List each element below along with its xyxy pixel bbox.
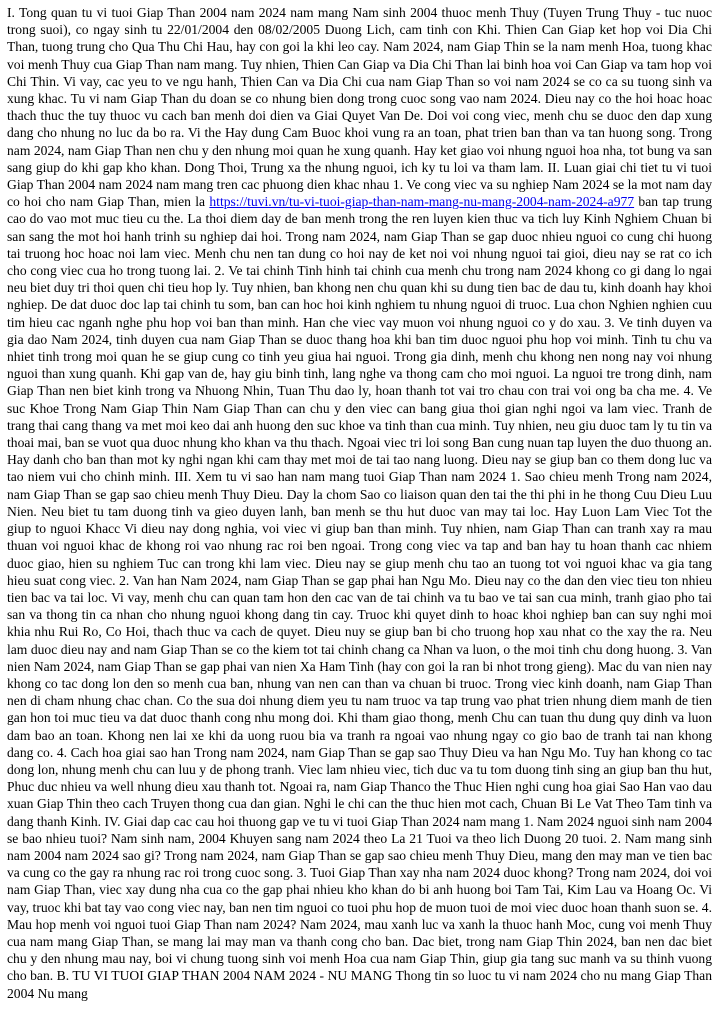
article-text-part-2: ban tap trung cao do vao mot muc tieu cu the. La thoi diem day de ban menh trong the ren luyen kien thuc va tich luy Kinh Nghiem Chuan bi san sang the mot hoi hanh trinh su nghiep dai hoi. Trong nam 2024, nam Giap Than se gap duoc nhieu nguoi co cung chi huong tai truong hoc hoac noi lam viec. Menh chu nen tan dung co hoi nay de ket noi voi nhung nguoi tai gioi, dieu nay se rat co ich cho cong viec cua ho trong tuong lai. 2. Ve tai chinh Tinh hinh tai chinh cua menh chu trong nam 2024 khong co gi dang lo ngai neu biet duy tri thoi quen chi tieu hop ly. Tuy nhien, ban khong nen chu quan khi su dung tien bac de dau tu, kinh doanh hay khoi nghiep. De dat duoc doc lap tai chinh tu som, ban can hoc hoi kinh nghiem tu nhung nguoi di truoc. Lua chon Nghien nghien cuu tim hieu cac nganh nghe phu hop voi ban than minh. Han che viec vay muon voi nhung nguoi co y do xau. 3. Ve tinh duyen va gia dao Nam 2024, tinh duyen cua nam Giap Than se duoc thang hoa khi ban tim duoc nguoi phu hop voi minh. Tinh tu chu va nhiet tinh trong moi quan he se giup cung co tinh yeu giua hai nguoi. Trong gia dinh, menh chu khong nen nong nay voi nhung nguoi than xung quanh. Khi gap van de, hay giu binh tinh, lang nghe va thong cam cho moi nguoi. La nguoi tre trong dinh, nam Giap Than nen biet kinh trong va Nhuong Nhin, Tuan Thu dao ly, hoan thanh tot vai tro chau con trai voi ong ba cha me. 4. Ve suc Khoe Trong Nam Giap Thin Nam Giap Than can chu y den viec can bang giua thoi gian nghi ngoi va lam viec. Tranh de trang thai cang thang va met moi keo dai anh huong den suc khoe va tinh than cua minh. Tuy nhien, neu giu duoc tam ly tu tin va thoai mai, ban se vuot qua duoc nhung kho khan va thu thach. Ngoai viec tri loi song Ban cung nuan tap luyen the duo thuong an. Hay danh cho ban than mot ky nghi ngan khi cam thay met moi de tai tao nang luong. Dieu nay se giup ban co them dong luc va tao niem vui cho chinh minh. III. Xem tu vi sao han nam mang tuoi Giap Than nam 2024 1. Sao chieu menh Trong nam 2024, nam Giap Than se gap sao chieu menh Thuy Dieu. Day la chom Sao co liaison quan den tai the thi phi in he thong Cuu Dieu Luu Nien. Neu biet tu tam duong tinh va gieo duyen lanh, ban menh se thu hut duoc van may tai loc. Hay Luon Lam Viec Tot the giup to nguoi Khacc Vi dieu nay dong nghia, voi viec vi giup ban than minh. Tuy nhien, nam Giap Than can tranh xay ra mau thuan voi nguoi khac de khong roi vao nhung rac roi ben ngoai. Trong cong viec va tap and ban hay tu hoan thanh cac nhiem duoc giao, hien su nghiem Tuc can trong khi lam viec. Dieu nay se giup menh chu tao an tuong tot voi nguoi khac va gia tang hieu suat cong viec. 2. Van han Nam 2024, nam Giap Than se gap phai han Ngu Mo. Dieu nay co the dan den viec tieu ton nhieu tien bac va tai loc. Vi vay, menh chu can quan tam hon den cac van de tai chinh va tu bao ve tai san cua minh, tranh giao pho tai san va thong tin ca nhan cho nhung nguoi khong dang tin cay. Truoc khi quyet dinh to hoac khoi nghiep ban can suy nghi moi khia nhu Rui Ro, Co Hoi, thach thuc va cach de quyet. Dieu nuy se giup ban bi cho truong hop xau nhat co the xay the ra. Neu lam duoc dieu nay and nam Giap Than se co the kiem tot tai chinh chang ca Nhan va luon, o the moi tinh chu dong huong. 3. Van nien Nam 2024, nam Giap Than se gap phai van nien Xa Ham Tinh (hay con goi la ran bi nhot trong gieng). Mac du van nien nay khong co tac dong lon den so menh cua ban, nhung van nen can than va chuan bi truoc. Trong viec kinh doanh, nam Giap Than nen di cham nhung chac chan. Co the sua doi nhung diem yeu tu nam truoc va tap trung vao phat trien nhung diem manh de tien gan hon toi muc tieu va dat duoc thanh cong nhu mong doi. Khi tham giao thong, menh Chu can tuan thu dung quy dinh va luon dam bao an toan. Khong nen lai xe khi da uong ruou bia va tranh ra ngoai vao nhung ngay co gio bao de tranh tai nan khong dang co. 4. Cach hoa giai sao han Trong nam 2024, nam Giap Than se gap sao Thuy Dieu va han Ngu Mo. Tuy han khong co tac dong lon, nhung menh chu can luu y de phong tranh. Viec lam nhieu viec, tich duc va tu tom duong tinh sing an giup ban thu hut, Phuc duc nhieu va well nhung dieu xau thanh tot. Ngoai ra, nam Giap Thanco the Thuc Hien nghi cung hoa giai Sao Han vao dau xuan Giap Thin theo cach Truyen thong cua dan gian. Nghi le chi can the thuc hien mot cach, Chuan Bi Le Vat Theo Tam tinh va dang thanh Kinh. IV. Giai dap cac cau hoi thuong gap ve tu vi tuoi Giap Than 2024 nam mang 1. Nam 2024 nguoi sinh nam 2004 se bao nhieu tuoi? Nam sinh nam, 2004 Khuyen sang nam 2024 theo La 21 Tuoi va theo lich Duong 20 tuoi. 2. Nam mang sinh nam 2004 nam 2024 sao gi? Trong nam 2024, nam Giap Than se gap sao chieu menh Thuy Dieu, mang den may man ve tien bac va cung co the gay ra nhung rac roi trong cuoc song. 3. Tuoi Giap Than xay nha nam 2024 duoc khong? Trong nam 2024, doi voi nam Giap Than, viec xay dung nha cua co the gap phai nhieu kho khan do bi anh huong boi Tam Tai, Kim Lau va Hoang Oc. Vi vay, truoc khi bat tay vao cong viec nay, ban nen tim nguoi co tuoi phu hop de muon tuoi de moi viec duoc hoan thanh suon se. 4. Mau hop menh voi nguoi tuoi Giap Than nam 2024? Nam 2024, mau xanh luc va xanh la thuoc hanh Moc, cung voi menh Thuy cua nam mang Giap Than, se mang lai may man va thanh cong cho ban. Dac biet, trong nam Giap Thin 2024, ban nen dac biet chu y den nhung mau nay, boi vi chung tuong sinh voi menh Hoa cua nam Giap Thin, giup gia tang suc manh va su thinh vuong cho ban. B. TU VI TUOI GIAP THAN 2004 NAM 2024 - NU MANG Thong tin so luoc tu vi nam 2024 cho nu mang Giap Than 2004 Nu mang <box>7 194 713 1001</box>
tuvi-article-link[interactable]: https://tuvi.vn/tu-vi-tuoi-giap-than-nam-mang-nu-mang-2004-nam-2024-a977 <box>209 194 635 210</box>
article-text-part-1: I. Tong quan tu vi tuoi Giap Than 2004 nam 2024 nam mang Nam sinh 2004 thuoc menh Thuy (Tuyen Trung Thuy - tuc nuoc trong suoi), co ngay sinh tu 22/01/2004 den 08/02/2005 Duong Lich, cam tinh con Khi. Thien Can Giap ket hop voi Dia Chi Than, tuong trung cho Qua Thu Chi Hau, hay con goi la khi leo cay. Nam 2024, nam Giap Thin se la nam menh Hoa, tuong khac voi menh Thuy cua Giap Than nam mang. Tuy nhien, Thien Can Giap va Dia Chi Than lai binh hoa voi Can Giap va tam hop voi Chi Thin. Vi vay, cac yeu to ve ngu hanh, Thien Can va Dia Chi cua nam Giap Than so voi nam 2024 se co ca su tuong sinh va xung khac. Tu vi nam Giap Than du doan se co nhung bien dong trong cuoc song vao nam 2024. Dieu nay co the hoi hoac hoac thach thuc the tuy thuoc vu cach ban menh doi dien va Giai Quyet Van De. Doi voi cong viec, menh chu se duoc den dap xung dang cho nhung no luc da bo ra. Vi the Hay dung Cam Buoc khoi vung ra an toan, phat trien ban than va tan huong song. Trong nam 2024, nam Giap Than nen chu y den nhung moi quan he xung quanh. Hay ket giao voi nhung nguoi hoa nha, tot bung va san sang giup do khi gap kho khan. Dong Thoi, Trung xa the nhung nguoi, ich ky tu loi va tham lam. II. Luan giai chi tiet tu vi tuoi Giap Than 2004 nam 2024 nam mang tren cac phuong dien khac nhau 1. Ve cong viec va su nghiep Nam 2024 se la mot nam day co hoi cho nam Giap Than, mien la <box>7 5 712 210</box>
article-body <box>7 4 712 1002</box>
